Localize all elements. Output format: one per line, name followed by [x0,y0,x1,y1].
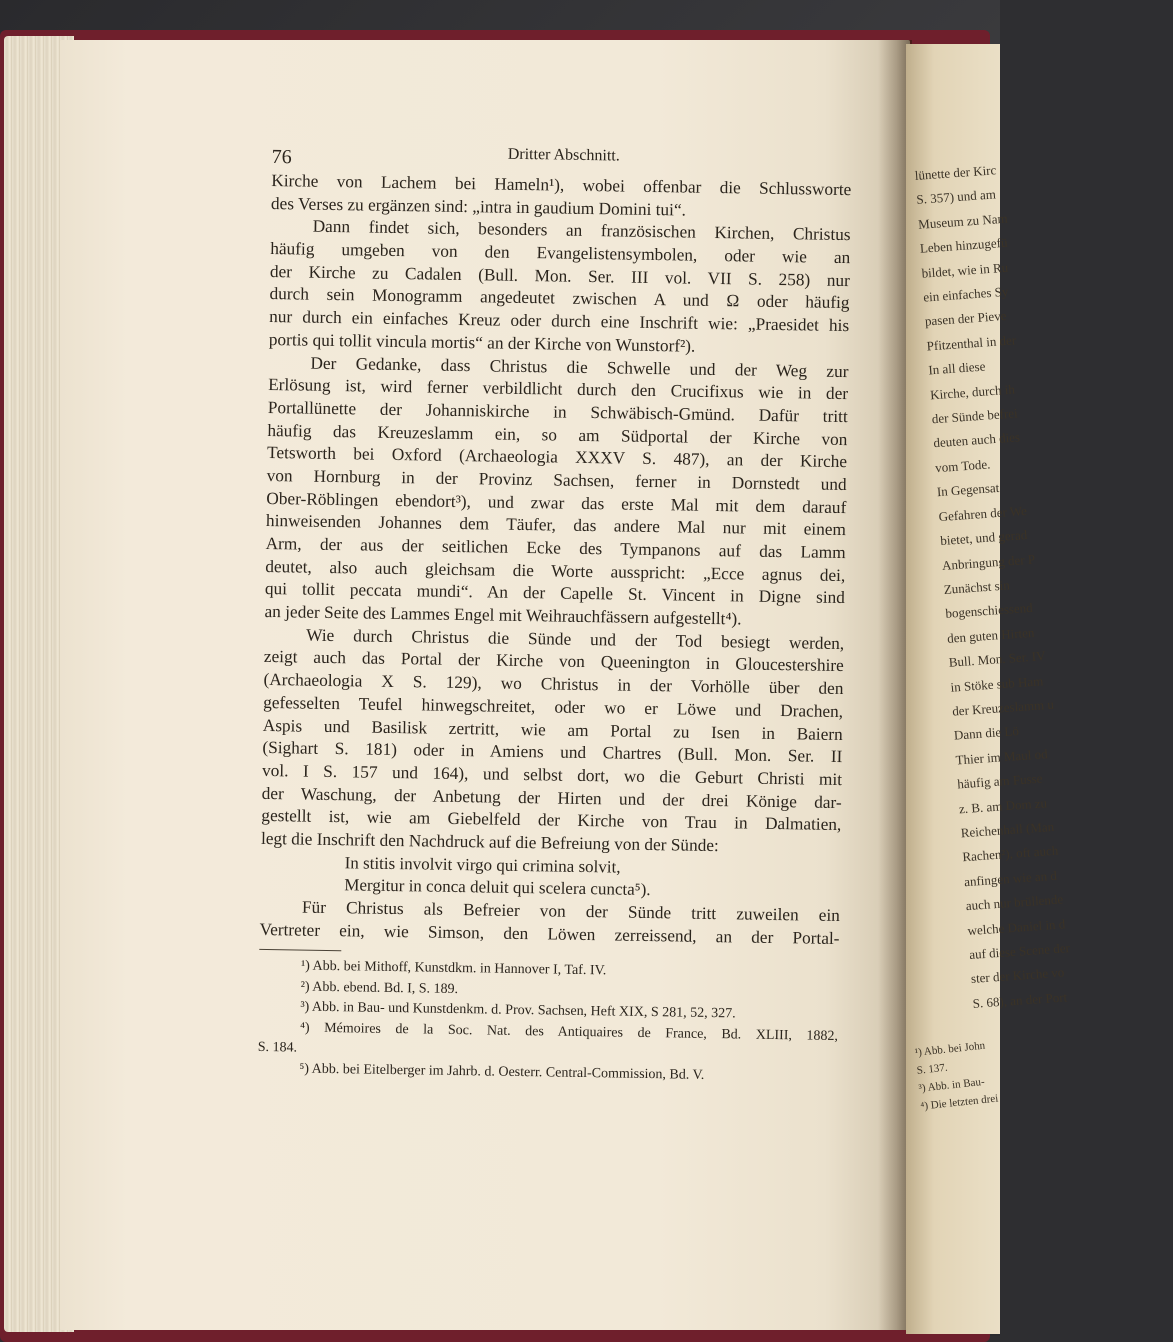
text-line: Aspis und Basilisk zertritt, wie am Portal zu Isen in Baiern [262,715,843,744]
text-line: des Verses zu ergänzen sind: „intra in gaudium Domini tui“. [270,193,687,220]
facing-page-line: anfingen wie an d [963,867,1058,890]
text-line: Erlösung ist, wird ferner verbildlicht durch den Crucifixus wie in der [268,375,849,404]
facing-page-line: Anbringung der P [941,551,1036,573]
facing-page-note: ³) Abb. in Bau- [918,1075,986,1095]
facing-page-line: Gefahren der We [938,502,1028,524]
facing-page-line: Bull. Mon. Ser. IV [948,648,1046,670]
footnote-line: S. 184. [257,1040,298,1056]
facing-page-line: Leben hinzugefü [919,234,1008,256]
facing-page-line: lünette der Kirc [914,162,997,183]
text-line: häufig umgeben von den Evangelistensymbolen, oder wie an [270,239,851,268]
facing-page-line: den guten Hirten [946,624,1035,646]
text-line: häufig das Kreuzeslamm ein, so am Südportal der Kirche von [267,420,848,449]
facing-page-line: der Sünde befrei [931,405,1019,427]
footnotes [257,956,839,1088]
body-text-continued [259,896,840,950]
text-line: Für Christus als Befreier von der Sünde tritt zuweilen ein [301,897,841,926]
facing-page-line: der Kreuzeslamm u [951,696,1055,719]
text-line: portis qui tollit vincula mortis“ an der Kirche von Wunstorf²). [268,329,696,356]
text-line: zeigt auch das Portal der Kirche von Queenington in Gloucestershire [263,647,844,676]
text-line: gestellt ist, wie am Giebelfeld der Kirche von Trau in Dalmatien, [261,806,842,835]
text-line: an jeder Seite des Lammes Engel mit Weihrauchfässern aufgestellt⁴). [264,602,742,629]
text-line: nur durch ein einfaches Kreuz oder durch eine Inschrift wie: „Praesidet his [269,307,850,336]
facing-page-line: in Stöke sub Ham [950,672,1044,695]
facing-page-line: auf diese Scene der [968,940,1071,963]
text-line: Tetsworth bei Oxford (Archaeologia XXXV S. 487), an der Kirche [266,443,848,472]
facing-page-line: Dann die Lö [953,723,1020,743]
text-line: gefesselten Teufel hinwegschreitet, oder wo er Löwe und Drachen, [263,692,844,721]
facing-page-note: S. 137. [916,1061,949,1077]
text-line: Wie durch Christus die Sünde und der Tod besiegt werden, [306,625,845,653]
facing-page-line: bogenschiessend [944,600,1034,622]
text-line: deutet, also auch gleichsam die Worte ausspricht: „Ecce agnus dei, [265,556,846,585]
footnote-line: ⁵) Abb. bei Eitelberger im Jahrb. d. Oesterr. Central-Commission, Bd. V. [299,1061,705,1083]
text-line: Portallünette der Johanniskirche in Schwäbisch-Gmünd. Dafür tritt [267,397,848,426]
facing-page-line: S. 68), an der Port [972,989,1068,1011]
facing-page-line: Pfitzenthal in der [926,332,1017,354]
verse-line: In stitis involvit virgo qui crimina solvit, [344,852,621,877]
facing-page-line: Kirche, durch ih [929,381,1016,403]
text-line: Kirche von Lachem bei Hameln¹), wobei offenbar die Schlussworte [271,170,852,200]
facing-page-line: Thier im Maul od [955,745,1049,768]
facing-page-note: ¹) Abb. bei John [914,1039,986,1059]
text-line: der Waschung, der Anbetung der Hirten und der drei Könige dar- [261,783,842,812]
facing-page-line: häufig am Fusse [956,770,1043,792]
text-line: (Sighart S. 181) oder in Amiens und Chartres (Bull. Mon. Ser. II [262,738,843,767]
facing-page-line: ster der Kirche vo [970,964,1065,987]
facing-page-line: Rachen²), oft auch [961,843,1059,865]
facing-page-line: Museum zu Nam [917,210,1009,232]
facing-page-line: deuten auch dies [933,429,1021,451]
verse-line: Mergitur in conca deluit qui scelera cuncta⁵). [344,875,651,900]
text-line: Ober-Röblingen ebendort³), und zwar das erste Mal mit dem darauf [266,488,847,517]
page-text-block [257,140,852,1088]
facing-page-line: auch nur brüllende [965,891,1064,914]
text-line: Vertreter ein, wie Simson, den Löwen zerreissend, an der Portal- [259,919,840,948]
facing-page-text [914,150,1173,1016]
facing-page-line: S. 357) und am [915,186,997,208]
text-line: vol. I S. 157 und 164), und selbst dort, wo die Geburt Christi mit [261,760,843,789]
footnote-rule [259,949,341,951]
running-title: Dritter Abschnitt. [507,145,620,165]
footnote-line: ³) Abb. in Bau- und Kunstdenkm. d. Prov. Sachsen, Heft XIX, S 281, 52, 327. [300,999,736,1022]
page-number: 76 [271,145,292,169]
facing-page-line: Reichenhall (Man [960,818,1055,841]
text-line: durch sein Monogramm angedeutet zwischen A und Ω oder häufig [269,284,850,313]
text-line: hinweisenden Johannes dem Täufer, das andere Mal nur mit einem [265,511,847,540]
facing-page-line: ein einfaches Sy [922,283,1009,305]
facing-page [906,44,1071,1334]
facing-page-line: In all diese [927,358,986,378]
text-line: legt die Inschrift den Nachdruck auf die Befreiung von der Sünde: [260,828,719,856]
facing-page-line: welche Daniel in d [967,915,1066,938]
text-line: Der Gedanke, dass Christus die Schwelle und der Weg zur [310,353,849,381]
facing-page-footnotes [914,1023,1120,1116]
facing-page-line: pasen der Pieve [924,308,1007,330]
facing-page-line: z. B. am Dom zu [958,794,1048,816]
facing-page-line: vom Tode. [934,456,991,476]
footnote-line: ⁴) Mémoires de la Soc. Nat. des Antiquaires de France, Bd. XLIII, 1882, [299,1020,839,1044]
text-line: der Kirche zu Cadalen (Bull. Mon. Ser. III vol. VII S. 258) nur [269,261,851,290]
facing-page-line: bietet, und gerad [939,527,1028,549]
facing-page-line: bildet, wie in Ru [921,259,1009,281]
text-line: Arm, der aus der seitlichen Ecke des Tympanons auf das Lamm [265,533,846,563]
text-line: (Archaeologia X S. 129), wo Christus in der Vorhölle über den [263,670,844,699]
text-line: qui tollit peccata mundi“. An der Capelle St. Vincent in Digne sind [264,579,846,608]
facing-page-line: Zunächst sin [943,577,1011,597]
facing-page-line: In Gegensat [936,480,1000,500]
footnote-line: ¹) Abb. bei Mithoff, Kunstdkm. in Hannover I, Taf. IV. [300,958,607,979]
facing-page-note: ⁴) Die letzten drei [919,1092,999,1113]
text-line: Dann findet sich, besonders an französischen Kirchen, Christus [312,217,851,245]
footnote-line: ²) Abb. ebend. Bd. I, S. 189. [300,979,459,997]
body-text [261,170,852,860]
text-line: von Hornburg in der Provinz Sachsen, ferner in Dornstedt und [266,465,847,495]
